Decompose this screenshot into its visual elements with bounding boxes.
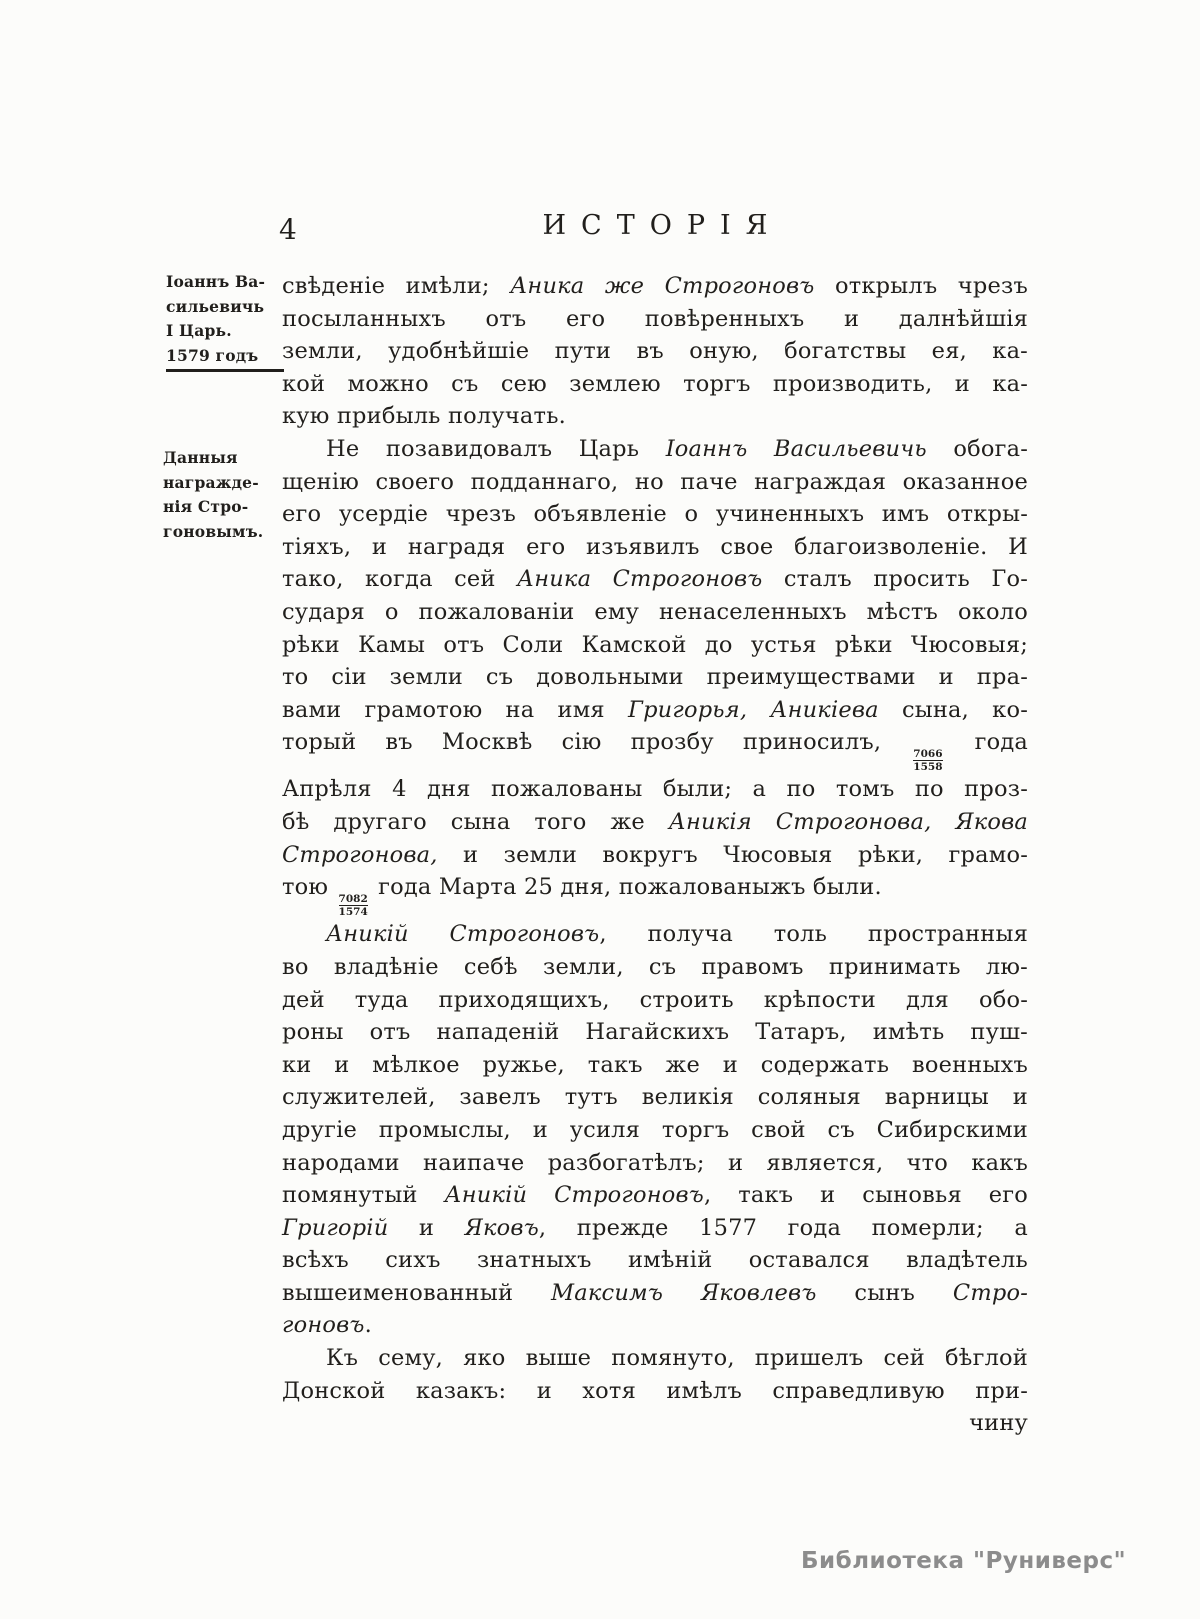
margin-note-line: гоновымъ. — [163, 521, 264, 541]
body-line: народами наипаче разбогатѣлъ; и является, что какъ — [282, 1149, 1028, 1176]
body-line: ки и мѣлкое ружье, такъ же и содержать военныхъ — [282, 1051, 1028, 1078]
body-line: свѣденіе имѣли; Аника же Строгоновъ открылъ чрезъ — [282, 273, 1028, 299]
body-line: дей туда приходящихъ, строить крѣпости для обо- — [282, 986, 1028, 1013]
margin-note-line: награжде- — [163, 472, 259, 492]
body-line: другіе промыслы, и усиля торгъ свой съ Сибирскими — [282, 1116, 1028, 1143]
margin-note-line: I Царь. — [166, 321, 232, 340]
body-line: торый въ Москвѣ сію прозбу приносилъ, $\frac{7066}{1558}$ года — [282, 729, 1028, 774]
body-line: земли, удобнѣйшіе пути въ оную, богатствы ея, ка- — [282, 338, 1028, 365]
catchword: чину — [969, 1410, 1028, 1437]
body-line: кую прибыль получать. — [282, 403, 566, 430]
body-line: посыланныхъ отъ его повѣренныхъ и далнѣйшія — [282, 305, 1028, 332]
body-line: Къ сему, яко выше помянуто, пришелъ сей бѣглой — [326, 1345, 1028, 1372]
year-fraction: $\frac{7066}{1558}$ — [913, 748, 943, 774]
paragraph — [282, 918, 1028, 1342]
paragraph — [282, 1342, 1028, 1407]
body-line: гоновъ. — [282, 1312, 372, 1339]
body-line: Григорій и Яковъ, прежде 1577 года померли; а — [282, 1214, 1028, 1241]
body-line: помянутый Аникій Строгоновъ, такъ и сыновья его — [282, 1182, 1028, 1209]
body-line: тако, когда сей Аника Строгоновъ сталъ просить Го- — [282, 566, 1029, 593]
body-line: служителей, завелъ тутъ великія соляныя варницы и — [282, 1084, 1028, 1111]
year-fraction: $\frac{7082}{1574}$ — [338, 893, 368, 919]
body-line: Апрѣля 4 дня пожалованы были; а по томъ по проз- — [282, 776, 1028, 803]
body-line: тіяхъ, и наградя его изъявилъ свое благоизволеніе. И — [282, 533, 1028, 560]
body-line: во владѣніе себѣ земли, съ правомъ принимать лю- — [282, 953, 1028, 980]
margin-note-line: Іоаннъ Ва- — [166, 272, 266, 291]
body-line: всѣхъ сихъ знатныхъ имѣній оставался владѣтель — [282, 1247, 1028, 1274]
paragraph — [282, 270, 1028, 433]
body-line: бѣ другаго сына того же Аникія Строгонова, Якова — [282, 809, 1028, 836]
body-line: вами грамотою на имя Григорья, Аникіева сына, ко- — [282, 696, 1028, 723]
body-line: Строгонова, и земли вокругъ Чюсовыя рѣки, грамо- — [282, 841, 1028, 868]
body-line: роны отъ нападеній Нагайскихъ Татаръ, имѣть пуш- — [282, 1019, 1028, 1046]
body-text — [282, 270, 1028, 1440]
body-line: щенію своего подданнаго, но паче награждая оказанное — [282, 468, 1028, 495]
margin-note-line: нія Стро- — [163, 497, 249, 516]
body-line: кой можно съ сею землею торгъ производить, и ка- — [282, 370, 1028, 397]
body-line: сударя о пожалованіи ему ненаселенныхъ мѣстъ около — [282, 598, 1028, 625]
running-title: ИСТОРІЯ — [542, 210, 783, 241]
margin-note-line: сильевичь — [166, 296, 265, 316]
margin-note-ruler-date — [166, 270, 280, 372]
margin-note-line: 1579 годъ — [166, 344, 280, 373]
body-line: тою $\frac{7082}{1574}$ года Марта 25 дня, пожалованыжъ были. — [282, 874, 882, 919]
paragraph — [282, 433, 1028, 918]
body-line: то сіи земли съ довольными преимуществами и пра- — [282, 664, 1028, 691]
body-line: вышеименованный Максимъ Яковлевъ сынъ Стро- — [282, 1279, 1029, 1306]
body-line: Донской казакъ: и хотя имѣлъ справедливую при- — [282, 1377, 1028, 1404]
body-line: рѣки Камы отъ Соли Камской до устья рѣки Чюсовыя; — [282, 631, 1028, 658]
page-number: 4 — [279, 213, 297, 246]
margin-note-line: Данныя — [163, 448, 238, 467]
body-line: Не позавидовалъ Царь Іоаннъ Васильевичь обога- — [326, 435, 1028, 462]
margin-note-grant — [163, 446, 277, 544]
body-line: Аникій Строгоновъ, получа толь пространныя — [326, 921, 1028, 948]
body-line: его усердіе чрезъ объявленіе о учиненныхъ имъ откры- — [282, 501, 1028, 528]
library-watermark: Библиотека "Руниверс" — [801, 1548, 1127, 1574]
